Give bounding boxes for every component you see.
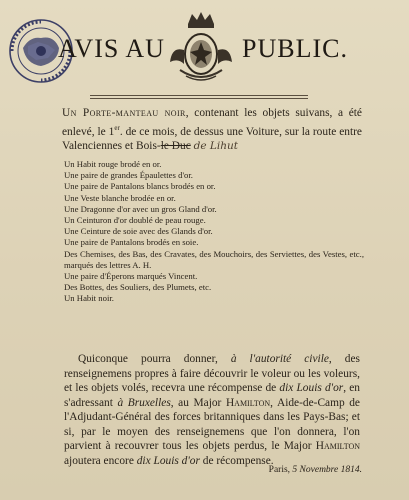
dateline: Paris, 5 Novembre 1814.: [268, 465, 362, 475]
reward-italic: à l'autorité civile: [230, 353, 329, 365]
dateline-date: 5 Novembre 1814.: [292, 465, 362, 475]
intro-text: , contenant les objets suivans, a été enlevé, le 1: [62, 107, 362, 138]
intro-sup: er: [114, 123, 120, 132]
list-item: Une Dragonne d'or avec un gros Gland d'or.: [64, 203, 217, 214]
reward-text: Quiconque pourra donner,: [78, 353, 231, 365]
reward-text: ajoutera encore: [64, 454, 137, 467]
divider-rule: [90, 95, 308, 96]
reward-italic: à Bruxelles: [117, 396, 171, 409]
list-item: Une paire de Pantalons brodés en soie.: [64, 237, 199, 248]
struck-text: le Duc: [160, 139, 191, 152]
reward-italic: dix Louis d'or: [136, 454, 200, 467]
royal-crest-icon: [166, 10, 236, 86]
title-left: AVIS AU: [58, 34, 165, 63]
list-item: Des Chemises, des Bas, des Cravates, des Mouchoirs, des Serviettes, des Vestes, etc., marqués des lettres A. H.: [64, 248, 364, 270]
list-item: Un Habit noir.: [64, 293, 114, 304]
list-item: Une Ceinture de soie avec des Glands d'or.: [64, 226, 213, 237]
divider-rule: [90, 98, 308, 99]
reward-italic: dix Louis d'or: [279, 382, 344, 394]
intro-paragraph: [62, 106, 362, 153]
reward-text: , au Major: [170, 396, 226, 409]
dateline-place: Paris: [268, 465, 288, 475]
intro-lead: Un Porte-manteau noir: [62, 107, 186, 119]
reward-name: Hamilton: [225, 396, 271, 409]
reward-paragraph: [64, 352, 360, 468]
intro-text-2: . de ce mois, de dessus une Voiture, sur la route entre Valenciennes et Bois-: [62, 125, 362, 152]
list-item: Une paire d'Éperons marqués Vincent.: [64, 271, 198, 282]
reward-text: , en s'adressant: [64, 382, 360, 409]
list-item: Des Bottes, des Souliers, des Plumets, etc.: [64, 282, 212, 293]
list-item: Une paire de Pantalons blancs brodés en or.: [64, 181, 216, 192]
list-item: Un Ceinturon d'or doublé de peau rouge.: [64, 215, 206, 226]
list-item: Une Veste blanche brodée en or.: [64, 192, 176, 203]
stolen-items-list: [64, 159, 364, 305]
handwritten-correction: de Lihut: [193, 139, 238, 152]
reward-text: , Aide-de-Camp de l'Adjudant-Général des forces britanniques dans les Pays-Bas; et si, par le moyen des renseignemens que l'on donnera, l'on parvient à recouvrer tous les objets perdus, le Major: [64, 396, 360, 452]
reward-text: , des renseignemens propres à faire découvrir le voleur ou les voleurs, et les objets volés, recevra une récompense de: [64, 353, 360, 394]
list-item: Une paire de grandes Épaulettes d'or.: [64, 170, 193, 181]
reward-name: Hamilton: [315, 440, 360, 452]
title-right: PUBLIC.: [242, 34, 348, 63]
list-item: Un Habit rouge brodé en or.: [64, 159, 162, 169]
reward-text: de récompense.: [199, 454, 274, 467]
